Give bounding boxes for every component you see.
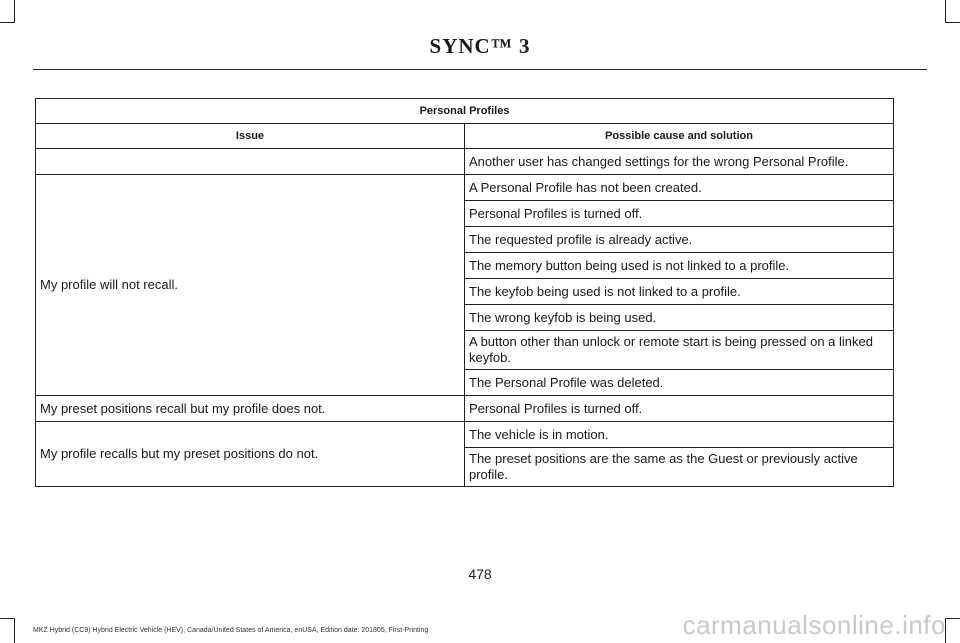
table-row (36, 422, 894, 448)
header-divider (33, 69, 927, 70)
table-row (36, 175, 894, 201)
cause-cell: The wrong keyfob is being used. (465, 305, 894, 331)
cause-cell: A Personal Profile has not been created. (465, 175, 894, 201)
table-caption-row (36, 99, 894, 124)
page-header-title: SYNC™ 3 (429, 34, 531, 58)
table-row (36, 149, 894, 175)
cause-cell: The memory button being used is not linked to a profile. (465, 253, 894, 279)
cause-cell: The keyfob being used is not linked to a profile. (465, 279, 894, 305)
column-header-cause: Possible cause and solution (465, 124, 894, 149)
issue-cell (36, 149, 465, 175)
issue-cell: My profile will not recall. (36, 175, 465, 396)
crop-mark-bottom-left (0, 618, 15, 643)
cause-cell: The requested profile is already active. (465, 227, 894, 253)
personal-profiles-table (35, 98, 894, 487)
column-header-issue: Issue (36, 124, 465, 149)
table-caption: Personal Profiles (36, 99, 894, 124)
issue-cell: My profile recalls but my preset positions do not. (36, 422, 465, 487)
cause-cell: Personal Profiles is turned off. (465, 396, 894, 422)
footer-edition-note: MKZ Hybrid (CC9) Hybrid Electric Vehicle (HEV), Canada/United States of America, enUSA, Edition date: 201805, First-Printing (33, 627, 429, 634)
crop-mark-bottom-right (945, 618, 960, 643)
cause-cell: The Personal Profile was deleted. (465, 370, 894, 396)
cause-cell: Personal Profiles is turned off. (465, 201, 894, 227)
table-header-row (36, 124, 894, 149)
issue-cell: My preset positions recall but my profile does not. (36, 396, 465, 422)
cause-cell: The preset positions are the same as the Guest or previously active profile. (465, 448, 894, 487)
cause-cell: The vehicle is in motion. (465, 422, 894, 448)
page-number: 478 (468, 566, 492, 582)
table-row (36, 396, 894, 422)
cause-cell: A button other than unlock or remote start is being pressed on a linked keyfob. (465, 331, 894, 370)
crop-mark-top-right (945, 0, 960, 23)
cause-cell: Another user has changed settings for the wrong Personal Profile. (465, 149, 894, 175)
crop-mark-top-left (0, 0, 15, 23)
watermark: carmanualsonline.info (682, 610, 946, 640)
